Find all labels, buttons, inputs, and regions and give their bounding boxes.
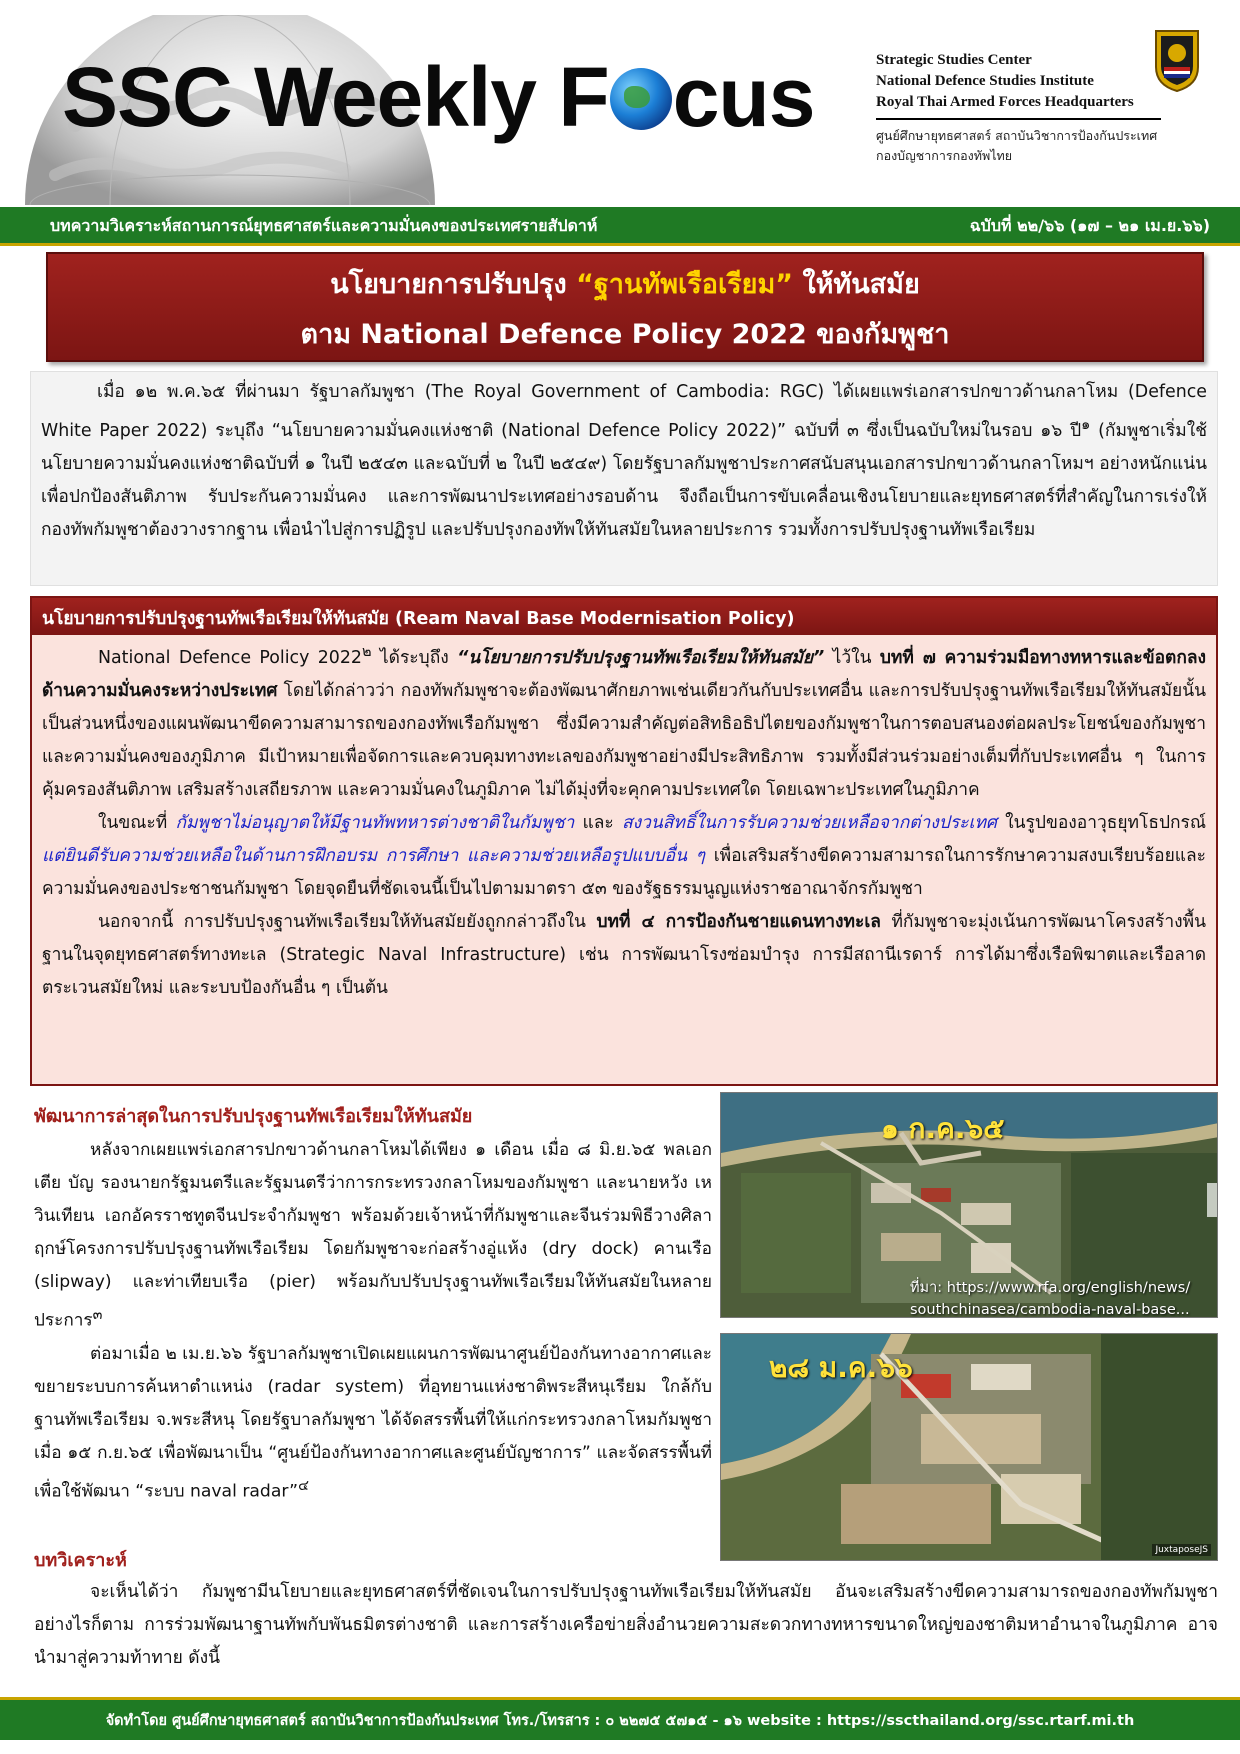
analysis-paragraph: จะเห็นได้ว่า กัมพูชามีนโยบายและยุทธศาสตร์ที่ชัดเจนในการปรับปรุงฐานทัพเรือเรียมให้ทันสมัย อันจะเสริมสร้างขีดความสามารถของกองทัพกัมพูชา อย่างไรก็ตาม การร่วมพัฒนาฐานทัพกับพันธมิตรต่างชาติ และการสร้างเครือข่ายสิ่งอำนวยความสะดวกทางทหารขนาดใหญ่ของชาติมหาอำนาจในภูมิภาค อาจนำมาสู่ความท้าทาย ดังนี้ — [34, 1582, 1218, 1668]
source-line-1: ที่มา: https://www.rfa.org/english/news/ — [910, 1280, 1191, 1296]
policy-p2-text-a: ในขณะที่ — [98, 812, 176, 833]
footnote-ref-1: ๑ — [1081, 417, 1091, 433]
policy-paragraph-2 — [42, 807, 1206, 906]
developments-p2-text: ต่อมาเมื่อ ๒ เม.ย.๖๖ รัฐบาลกัมพูชาเปิดเผยแผนการพัฒนาศูนย์ป้องกันทางอากาศและขยายระบบการค้นหาตำแหน่ง (radar system) ที่อุทยานแห่งชาติพระสีหนุเรียม ใกล้กับฐานทัพเรือเรียม จ.พระสีหนุ โดยรัฐบาลกัมพูชา ได้จัดสรรพื้นที่ให้แก่กระทรวงกลาโหมกัมพูชา เมื่อ ๑๕ ก.ย.๖๕ เพื่อพัฒนาเป็น “ศูนย์ป้องกันทางอากาศและศูนย์บัญชาการ” และจัดสรรพื้นที่เพื่อใช้พัฒนา “ระบบ naval radar” — [34, 1343, 712, 1502]
footer-contact: จัดทำโดย ศูนย์ศึกษายุทธศาสตร์ สถาบันวิชาการป้องกันประเทศ โทร./โทรสาร : ๐ ๒๒๗๕ ๕๗๑๕ - ๑๖ website : https://sscthailand.org/ssc.rtarf.mi.th — [105, 1713, 1135, 1729]
article-title-line-2: ตาม National Defence Policy 2022 ของกัมพูชา — [300, 319, 950, 350]
policy-p1-text-a: National Defence Policy 2022 — [98, 647, 363, 668]
intro-text-1: เมื่อ ๑๒ พ.ค.๖๕ ที่ผ่านมา รัฐบาลกัมพูชา (The Royal Government of Cambodia: RGC) ได้เผยแพร่เอกสารปกขาวด้านกลาโหม (Defence White Paper 2022) ระบุถึง “นโยบายความมั่นคงแห่งชาติ (National Defence Policy 2022)” ฉบับที่ ๓ ซึ่งเป็นฉบับใหม่ในรอบ ๑๖ ปี — [41, 382, 1207, 441]
org-thai-line-1: ศูนย์ศึกษายุทธศาสตร์ สถาบันวิชาการป้องกันประเทศ — [876, 128, 1158, 143]
developments-heading: พัฒนาการล่าสุดในการปรับปรุงฐานทัพเรือเรียมให้ทันสมัย — [34, 1106, 473, 1127]
analysis-heading: บทวิเคราะห์ — [34, 1550, 127, 1571]
policy-p2-emph-3: แต่ยินดีรับความช่วยเหลือในด้านการฝึกอบรม การศึกษา และความช่วยเหลือรูปแบบอื่น ๆ — [42, 845, 706, 866]
policy-paragraph-1 — [42, 636, 1206, 807]
satellite-image-after[interactable] — [720, 1333, 1218, 1561]
title-part-1: นโยบายการปรับปรุง — [330, 269, 577, 300]
org-line-3: Royal Thai Armed Forces Headquarters — [876, 94, 1134, 110]
intro-text-2: (กัมพูชาเริ่มใช้นโยบายความมั่นคงแห่งชาติฉบับที่ ๑ ในปี ๒๕๔๓ และฉบับที่ ๒ ในปี ๒๕๔๙) โดยรัฐบาลกัมพูชาประกาศสนับสนุนเอกสารปกขาวด้านกลาโหมฯ อย่างหนักแน่น เพื่อปกป้องสันติภาพ รับประกันความมั่นคง และการพัฒนาประเทศอย่างรอบด้าน จึงถือเป็นการขับเคลื่อนเชิงนโยบายและยุทธศาสตร์ที่สำคัญในการเร่งให้กองทัพกัมพูชาต้องวางรากฐาน เพื่อนำไปสู่การปฏิรูป และปรับปรุงกองทัพให้ทันสมัยในหลายประการ รวมทั้งการปรับปรุงฐานทัพเรือเรียม — [41, 420, 1207, 540]
article-title-banner — [46, 252, 1204, 362]
policy-p2-text-e: ในรูปของอาวุธยุทโธปกรณ์ — [996, 812, 1207, 833]
policy-p1-quote: “นโยบายการปรับปรุงฐานทัพเรือเรียมให้ทันสมัย” — [457, 647, 825, 668]
article-title-line-1 — [48, 262, 1202, 305]
globe-o-icon — [610, 68, 672, 130]
page-header — [0, 0, 1240, 205]
developments-paragraph-1 — [34, 1134, 712, 1338]
org-name-thai — [876, 126, 1157, 166]
policy-p2-emph-1: กัมพูชาไม่อนุญาตให้มีฐานทัพทหารต่างชาติในกัมพูชา — [175, 812, 575, 833]
org-line-2: National Defence Studies Institute — [876, 73, 1094, 89]
org-line-1: Strategic Studies Center — [876, 52, 1032, 68]
developments-body — [34, 1134, 712, 1508]
policy-p1-text-b: ได้ระบุถึง — [371, 647, 458, 668]
slider-handle-icon[interactable] — [1207, 1183, 1217, 1217]
juxtapose-credit: JuxtaposeJS — [1152, 1544, 1211, 1556]
source-line-2: southchinasea/cambodia-naval-base... — [910, 1302, 1190, 1318]
policy-p3-chapter: บทที่ ๔ การป้องกันชายแดนทางทะเล — [596, 911, 881, 932]
developments-p1-text: หลังจากเผยแพร่เอกสารปกขาวด้านกลาโหมได้เพียง ๑ เดือน เมื่อ ๘ มิ.ย.๖๕ พลเอก เตีย บัญ รองนายกรัฐมนตรีและรัฐมนตรีว่าการกระทรวงกลาโหมของกัมพูชา และนายหวัง เหวินเทียน เอกอัครราชทูตจีนประจำกัมพูชา พร้อมด้วยเจ้าหน้าที่กัมพูชาและจีนร่วมพิธีวางศิลาฤกษ์โครงการปรับปรุงฐานทัพเรือเรียม โดยกัมพูชาจะก่อสร้างอู่แห้ง (dry dock) คานเรือ (slipway) และท่าเทียบเรือ (pier) พร้อมกับปรับปรุงฐานทัพเรือเรียมให้ทันสมัยในหลายประการ — [34, 1140, 712, 1331]
footnote-ref-3: ๓ — [92, 1307, 103, 1323]
masthead-text-post: cus — [672, 50, 815, 144]
title-highlight: “ฐานทัพเรือเรียม” — [576, 269, 794, 300]
masthead-text-pre: SSC Weekly F — [62, 50, 609, 144]
issue-number: ฉบับที่ ๒๒/๖๖ (๑๗ – ๒๑ เม.ย.๖๖) — [969, 216, 1210, 235]
masthead-title — [62, 50, 815, 144]
armed-forces-emblem-icon — [1152, 27, 1202, 93]
org-divider — [876, 118, 1161, 120]
policy-section-heading: นโยบายการปรับปรุงฐานทัพเรือเรียมให้ทันสมัย (Ream Naval Base Modernisation Policy) — [32, 598, 1216, 635]
policy-p1-chapter: บทที่ ๗ ความร่วมมือทางทหารและข้อตกลงด้านความมั่นคงระหว่างประเทศ — [42, 647, 1207, 701]
org-name-english — [876, 50, 1134, 113]
series-description: บทความวิเคราะห์สถานการณ์ยุทธศาสตร์และความมั่นคงของประเทศรายสัปดาห์ — [50, 216, 598, 235]
policy-p3-text-c: ที่กัมพูชาจะมุ่งเน้นการพัฒนาโครงสร้างพื้นฐานในจุดยุทธศาสตร์ทางทะเล (Strategic Naval Infrastructure) เช่น การพัฒนาโรงซ่อมบำรุง การมีสถานีเรดาร์ การได้มาซึ่งเรือพิฆาตและเรือลาดตระเวนสมัยใหม่ และระบบป้องกันอื่น ๆ เป็นต้น — [42, 911, 1206, 998]
title-part-2: ให้ทันสมัย — [793, 269, 920, 300]
intro-paragraph — [41, 376, 1207, 547]
footnote-ref-2: ๒ — [362, 644, 372, 660]
policy-p2-text-c: และ — [574, 812, 622, 833]
policy-paragraph-3 — [42, 906, 1206, 1005]
ribbon-gold-line — [0, 243, 1240, 246]
image-date-label-2: ๒๘ ม.ค.๖๖ — [769, 1351, 913, 1384]
image-source-caption — [910, 1277, 1190, 1321]
policy-p1-text-d: ไว้ใน — [824, 647, 880, 668]
image-date-label-1: ๑ ก.ค.๖๕ — [881, 1112, 1005, 1145]
policy-p2-emph-2: สงวนสิทธิ์ในการรับความช่วยเหลือจากต่างประเทศ — [622, 812, 997, 833]
policy-section — [30, 596, 1218, 1086]
analysis-body — [34, 1576, 1218, 1675]
policy-p3-text-a: นอกจากนี้ การปรับปรุงฐานทัพเรือเรียมให้ทันสมัยยังถูกกล่าวถึงใน — [98, 911, 597, 932]
policy-p1-text-f: โดยได้กล่าวว่า กองทัพกัมพูชาจะต้องพัฒนาศักยภาพเช่นเดียวกันกับประเทศอื่น และการปรับปรุงฐานทัพเรือเรียมให้ทันสมัยนั้น เป็นส่วนหนึ่งของแผนพัฒนาขีดความสามารถของกองทัพเรือกัมพูชา ซึ่งมีความสำคัญต่อสิทธิอธิปไตยของกัมพูชาในการตอบสนองต่อผลประโยชน์ของกัมพูชาและความมั่นคงของภูมิภาค มีเป้าหมายเพื่อจัดการและควบคุมทางทะเลของกัมพูชาอย่างมีประสิทธิภาพ รวมทั้งมีส่วนร่วมอย่างเต็มที่กับประเทศอื่น ๆ ในการคุ้มครองสันติภาพ เสริมสร้างเสถียรภาพ และความมั่นคงในภูมิภาค ไม่ได้มุ่งที่จะคุกคามประเทศใด โดยเฉพาะประเทศในภูมิภาค — [42, 680, 1206, 800]
developments-paragraph-2 — [34, 1338, 712, 1509]
policy-section-body — [32, 636, 1216, 1086]
org-thai-line-2: กองบัญชาการกองทัพไทย — [876, 148, 1013, 163]
footnote-ref-4: ๔ — [298, 1477, 309, 1494]
intro-section — [30, 371, 1218, 586]
policy-p2-text-g: เพื่อเสริมสร้างขีดความสามารถในการรักษาความสงบเรียบร้อยและความมั่นคงของประชาชนกัมพูชา โดยจุดยืนที่ชัดเจนนี้เป็นไปตามมาตรา ๕๓ ของรัฐธรรมนูญแห่งราชอาณาจักรกัมพูชา — [42, 845, 1207, 899]
